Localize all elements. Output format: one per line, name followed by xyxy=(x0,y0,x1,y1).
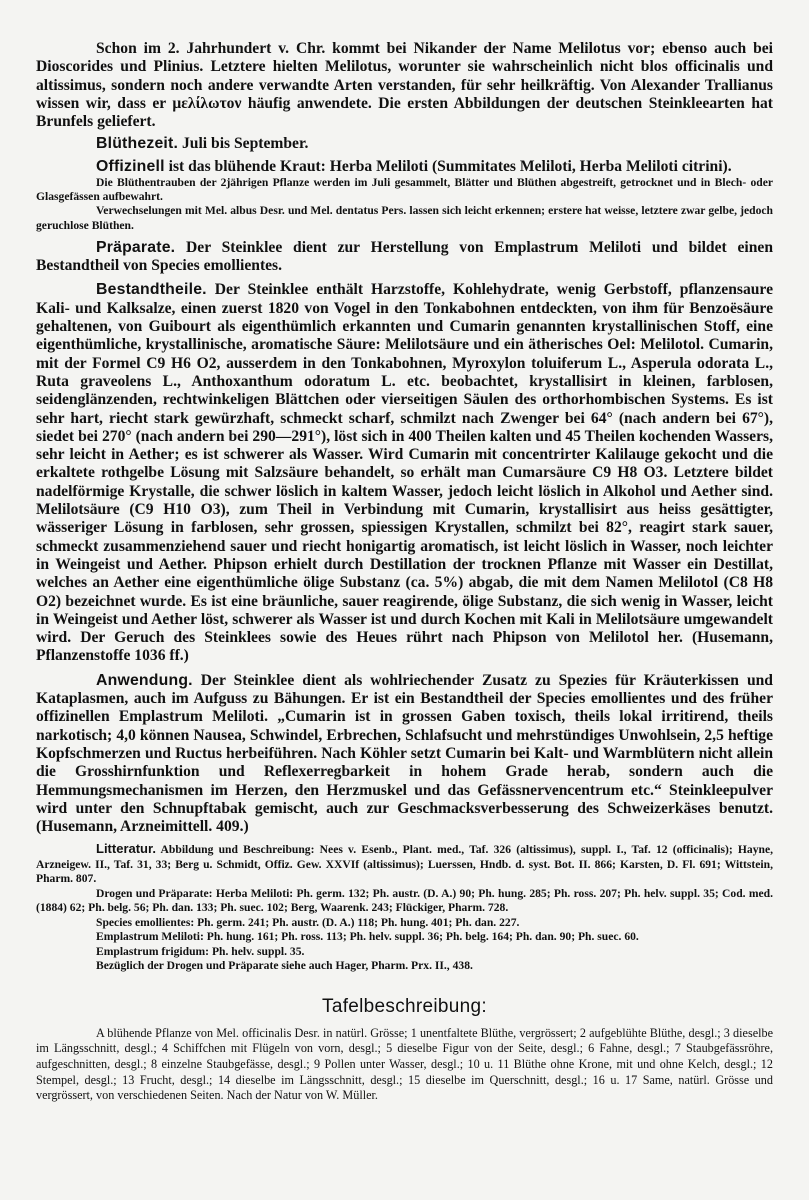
offizinell-heading: Offizinell xyxy=(96,157,165,175)
intro-paragraph: Schon im 2. Jahrhundert v. Chr. kommt bei Nikander der Name Melilotus vor; ebenso auch bei Dioscorides und Plinius. Letztere hielten Melilotus, worunter sie wahrscheinlich nicht blos officinalis und altissimus, sondern noch andere verwandte Arten verstanden, für sehr heilkräftig. Von Alexander Trallianus wissen wir, dass er μελίλωτον häufig anwendete. Die ersten Abbildungen der deutschen Steinkleearten hat Brunfels geliefert. xyxy=(36,40,773,131)
praeparate-section xyxy=(36,239,773,276)
anwendung-text: Der Steinklee dient als wohlriechender Zusatz zu Spezies für Kräuterkissen und Kataplasmen, auch im Aufguss zu Bähungen. Er ist ein Bestandtheil der Species emollientes und des früher offizinellen Emplastrum Meliloti. „Cumarin ist in grossen Gaben toxisch, theils lokal irritirend, theils narkotisch; 4,0 können Nausea, Schwindel, Erbrechen, Schlafsucht und mehrstündiges Unwohlsein, 2,5 heftige Kopfschmerzen und Ructus herbeiführen. Nach Köhler setzt Cumarin bei Kalt- und Warmblütern nicht allein die Grosshirnfunktion und Reflexerregbarkeit in hohem Grade herab, sondern auch die Hemmungsmechanismen im Herzen, den Herzmuskel und das Gefässnervencentrum etc.“ Steinkleepulver wird unter den Schnupftabak gemischt, auch zur Geschmacksverbesserung des Schweizerkäses benutzt. (Husemann, Arzneimittell. 409.) xyxy=(36,671,773,836)
offizinell-note-confusion: Verwechselungen mit Mel. albus Desr. und Mel. dentatus Pers. lassen sich leicht erkennen; erstere hat weisse, letztere zwar gelbe, jedoch geruchlose Blüthen. xyxy=(36,204,773,232)
bestandtheile-heading: Bestandtheile. xyxy=(96,281,207,299)
bluethezeit-section xyxy=(36,135,773,153)
bluethezeit-text: Juli bis September. xyxy=(181,135,309,153)
bluethezeit-heading: Blüthezeit. xyxy=(96,135,179,153)
tafel-description: A blühende Pflanze von Mel. officinalis Desr. in natürl. Grösse; 1 unentfaltete Blüthe, vergrössert; 2 aufgeblühte Blüthe, desgl.; 3 dieselbe im Längsschnitt, desgl.; 4 Schiffchen mit Flügeln von vorn, desgl.; 5 dieselbe Figur von der Seite, desgl.; 6 Fahne, desgl.; 7 Staubgefässröhre, aufgeschnitten, desgl.; 8 einzelne Staubgefässe, desgl.; 9 Pollen unter Wasser, desgl.; 10 u. 11 Blüthe ohne Krone, mit und ohne Kelch, desgl.; 12 Stempel, desgl.; 13 Frucht, desgl.; 14 dieselbe im Längsschnitt, desgl.; 15 dieselbe im Querschnitt, desgl.; 16 u. 17 Same, natürl. Grösse und vergrössert, von verschiedenen Seiten. Nach der Natur von W. Müller. xyxy=(36,1025,773,1103)
praeparate-heading: Präparate. xyxy=(96,238,176,256)
offizinell-text: ist das blühende Kraut: Herba Meliloti (Summitates Meliloti, Herba Meliloti citrini). xyxy=(168,157,732,175)
tafel-title: Tafelbeschreibung: xyxy=(322,995,487,1017)
litteratur-abbildung: Abbildung und Beschreibung: Nees v. Esenb., Plant. med., Taf. 326 (altissimus), suppl. I., Taf. 12 (officinalis); Hayne, Arzneigew. II., Taf. 31, 33; Berg u. Schmidt, Offiz. Gew. XXVIf (altissimus); Luerssen, Hndb. d. syst. Bot. II. 866; Karsten, D. Fl. 691; Wittstein, Pharm. 807. xyxy=(36,843,773,886)
offizinell-note-collection: Die Blüthentrauben der 2jährigen Pflanze werden im Juli gesammelt, Blätter und Blüthen abgestreift, getrocknet und in Blech- oder Glasgefässen aufbewahrt. xyxy=(36,176,773,204)
offizinell-section xyxy=(36,158,773,176)
litteratur-section xyxy=(36,842,773,887)
praeparate-text: Der Steinklee dient zur Herstellung von Emplastrum Meliloti und bildet einen Bestandtheil von Species emollientes. xyxy=(36,238,773,275)
litteratur-species: Species emollientes: Ph. germ. 241; Ph. austr. (D. A.) 118; Ph. hung. 401; Ph. dan. 227. xyxy=(96,915,520,929)
litteratur-heading: Litteratur. xyxy=(96,841,156,857)
bestandtheile-section xyxy=(36,281,773,665)
litteratur-frigidum: Emplastrum frigidum: Ph. helv. suppl. 35. xyxy=(96,944,305,958)
litteratur-emplastrum: Emplastrum Meliloti: Ph. hung. 161; Ph. ross. 113; Ph. helv. suppl. 36; Ph. belg. 164; Ph. dan. 90; Ph. suec. 60. xyxy=(96,930,639,944)
anwendung-section xyxy=(36,672,773,837)
litteratur-hager: Bezüglich der Drogen und Präparate siehe auch Hager, Pharm. Prx. II., 438. xyxy=(96,959,473,973)
litteratur-drogen: Drogen und Präparate: Herba Meliloti: Ph. germ. 132; Ph. austr. (D. A.) 90; Ph. hung. 285; Ph. ross. 207; Ph. helv. suppl. 35; Cod. med. (1884) 62; Ph. belg. 56; Ph. dan. 133; Ph. suec. 102; Berg, Waarenk. 243; Flückiger, Pharm. 728. xyxy=(36,886,773,915)
anwendung-heading: Anwendung. xyxy=(96,671,193,689)
bestandtheile-text: Der Steinklee enthält Harzstoffe, Kohlehydrate, wenig Gerbstoff, pflanzensaure Kali- und Kalksalze, einen zuerst 1820 von Vogel in den Tonkabohnen entdeckten, von ihm für Benzoësäure gehaltenen, von Guibourt als eigenthümlich erkannten und Cumarin genannten krystallinischen Stoff, eine eigenthümliche, krystallinische, aromatische Säure: Melilotsäure und ein ätherisches Oel: Melilotol. Cumarin, mit der Formel C9 H6 O2, ausserdem in den Tonkabohnen, Myroxylon toluiferum L., Asperula odorata L., Ruta graveolens L., Anthoxanthum odoratum L. etc. beobachtet, krystallisirt in kleinen, farblosen, seidenglänzenden, rechtwinkeligen Blättchen oder vierseitigen Säulen des orthorhombischen Systems. Es ist sehr hart, riecht stark gewürzhaft, schmeckt scharf, schmilzt nach Zwenger bei 64° (nach andern bei 67°), siedet bei 270° (nach andern bei 290—291°), löst sich in 400 Theilen kalten und 45 Theilen kochenden Wassers, sehr leicht in Aether; es ist schwerer als Wasser. Wird Cumarin mit concentrirter Kalilauge gekocht und die erkaltete rothgelbe Lösung mit Salzsäure behandelt, so erhält man Cumarsäure C9 H8 O3. Letztere bildet nadelförmige Krystalle, die schwer löslich in kaltem Wasser, jedoch leicht löslich in Alkohol und Aether sind. Melilotsäure (C9 H10 O3), zum Theil in Verbindung mit Cumarin, krystallisirt aus heiss gesättigter, wässeriger Lösung in farblosen, sehr grossen, spiessigen Krystallen, schmilzt bei 82°, reagirt stark sauer, schmeckt zusammenziehend sauer und riecht honigartig aromatisch, ist leicht löslich in Wasser, noch leichter in Weingeist und Aether. Phipson erhielt durch Destillation der trocknen Pflanze mit Wasser ein Destillat, welches an Aether eine eigenthümliche ölige Substanz (ca. 5%) abgab, die mit dem Namen Melilotol (C8 H8 O2) bezeichnet wurde. Es ist eine bräunliche, sauer reagirende, ölige Substanz, die sich wenig in Wasser, leicht in Weingeist und Aether löst, schwerer als Wasser ist und durch Kochen mit Kali in Melilotsäure umgewandelt wird. Der Geruch des Steinklees sowie des Heues rührt nach Phipson von Melilotol her. (Husemann, Pflanzenstoffe 1036 ff.) xyxy=(36,281,773,665)
